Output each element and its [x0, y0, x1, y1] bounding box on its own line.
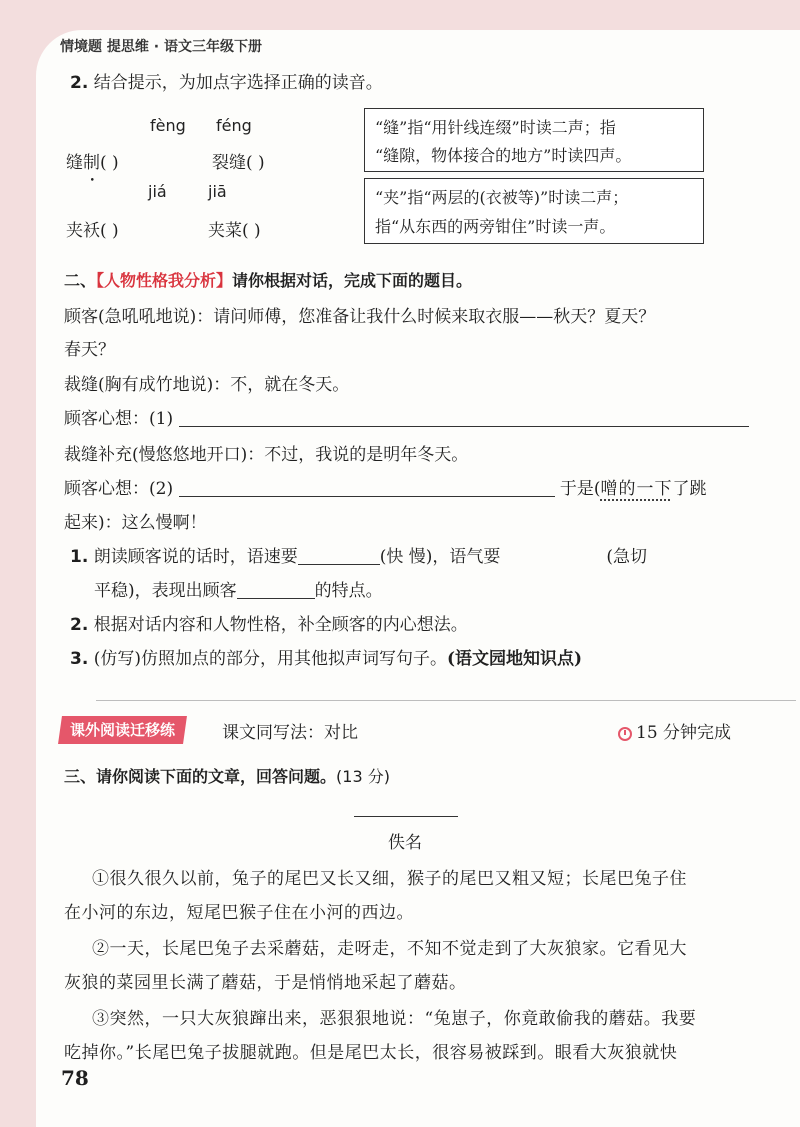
- clock-icon: [618, 727, 632, 741]
- reading-banner-subtitle: 课文同写法：对比: [222, 723, 358, 743]
- q2-prompt: 结合提示，为加点字选择正确的读音。: [93, 73, 383, 93]
- blank-trait[interactable]: [237, 580, 315, 599]
- sub1-text-e: 的特点。: [314, 581, 383, 601]
- section2-heading: [64, 268, 472, 291]
- dialog-line-4: 裁缝补充(慢悠悠地开口)：不过，我说的是明年冬天。: [64, 445, 469, 465]
- word-jiacai: 夹菜( ): [208, 221, 261, 241]
- dialog-line-5: [64, 474, 707, 499]
- hint-jia-line2: 指“从东西的两旁钳住”时读一声。: [375, 217, 616, 236]
- sub1-number: 1.: [70, 547, 89, 567]
- reading-time-text: 15 分钟完成: [636, 723, 732, 743]
- pinyin-feng4: fèng: [150, 116, 186, 135]
- answer-rule: [96, 700, 796, 701]
- sub3-number: 3.: [70, 649, 89, 669]
- dotted-onomatopoeia: 噌的一下: [600, 479, 673, 499]
- dialog-line-1a: 顾客(急吼吼地说)：请问师傅，您准备让我什么时候来取衣服——秋天？夏天？: [64, 307, 656, 327]
- para-1b: 在小河的东边，短尾巴猴子住在小河的西边。: [64, 903, 414, 923]
- hint-jia-line1: “夹”指“两层的(衣被等)”时读二声；: [375, 188, 629, 207]
- page-header: 情境题 提思维 · 语文三年级下册: [60, 39, 262, 55]
- blank-speed[interactable]: [298, 546, 380, 565]
- sub3-tag: (语文园地知识点): [446, 649, 583, 669]
- sub3-text: (仿写)仿照加点的部分，用其他拟声词写句子。: [93, 649, 447, 669]
- title-blank[interactable]: [354, 816, 458, 817]
- pinyin-feng2: féng: [216, 116, 252, 135]
- dotted-char: [66, 153, 119, 173]
- worksheet-page: [36, 30, 800, 1127]
- word-jiaao: 夹袄( ): [66, 221, 119, 241]
- pinyin-jia1: jiā: [208, 182, 227, 201]
- sub1-text-a: 朗读顾客说的话时，语速要: [93, 547, 298, 567]
- sub-question-1-cont: [94, 576, 383, 601]
- para-3b: 吃掉你。”长尾巴兔子拔腿就跑。但是尾巴太长，很容易被踩到。眼看大灰狼就快: [64, 1043, 678, 1063]
- section3-prefix: 三、: [64, 767, 97, 786]
- answer-blank-1[interactable]: [179, 408, 749, 427]
- para-2a: ②一天，长尾巴兔子去采蘑菇，走呀走，不知不觉走到了大灰狼家。它看见大: [92, 939, 687, 959]
- hint-feng-line1: “缝”指“用针线连缀”时读二声；指: [375, 118, 616, 137]
- section3-heading: [64, 764, 390, 787]
- word-liefeng: 裂缝( ): [212, 153, 265, 173]
- section3-score: (13 分): [336, 767, 390, 786]
- q2-number: 2.: [70, 73, 89, 93]
- sub2-number: 2.: [70, 615, 89, 635]
- section2-title: 请你根据对话，完成下面的题目。: [232, 271, 473, 290]
- hint-box-feng: [364, 108, 704, 172]
- sub1-text-d: 平稳)，表现出顾客: [94, 581, 237, 601]
- reading-time: [618, 718, 731, 743]
- page-number: 78: [61, 1066, 89, 1090]
- sub-question-2: [70, 610, 468, 635]
- section3-title: 请你阅读下面的文章，回答问题。: [96, 767, 337, 786]
- dialog-line-3-text: 顾客心想：(1): [64, 409, 174, 429]
- sub-question-3: [70, 644, 582, 669]
- dialog-line-6: 起来)：这么慢啊！: [64, 513, 207, 533]
- dialog-line-3: [64, 404, 749, 429]
- section2-prefix: 二、: [64, 271, 97, 290]
- dialog-line-5-tail: 了跳: [672, 479, 707, 499]
- hint-feng-line2: “缝隙，物体接合的地方”时读四声。: [375, 146, 632, 165]
- q2-line: [70, 68, 383, 93]
- section2-tag: 【人物性格我分析】: [96, 271, 233, 290]
- blank-tone[interactable]: [500, 546, 582, 565]
- reading-banner-label: [58, 716, 187, 744]
- dialog-line-2: 裁缝(胸有成竹地说)：不，就在冬天。: [64, 375, 350, 395]
- sub2-text: 根据对话内容和人物性格，补全顾客的内心想法。: [93, 615, 468, 635]
- dialog-line-5-text: 顾客心想：(2): [64, 479, 174, 499]
- reading-banner-label-text: 课外阅读迁移练: [70, 721, 176, 739]
- hint-box-jia: [364, 178, 704, 244]
- para-2b: 灰狼的菜园里长满了蘑菇，于是悄悄地采起了蘑菇。: [64, 973, 467, 993]
- dialog-line-5-end: 于是(: [559, 479, 601, 499]
- article-author: 佚名: [388, 833, 422, 853]
- sub1-text-c: (急切: [606, 547, 648, 567]
- sub-question-1: [70, 542, 647, 567]
- word-fengzhi: [66, 148, 119, 173]
- answer-blank-2[interactable]: [179, 478, 555, 497]
- para-3a: ③突然，一只大灰狼蹿出来，恶狠狠地说：“兔崽子，你竟敢偷我的蘑菇。我要: [92, 1009, 697, 1029]
- para-1a: ①很久很久以前，兔子的尾巴又长又细，猴子的尾巴又粗又短；长尾巴兔子住: [92, 869, 687, 889]
- word-fengzhi-text: 缝制( ): [66, 153, 119, 173]
- sub1-text-b: (快 慢)，语气要: [379, 547, 501, 567]
- pinyin-jia2: jiá: [148, 182, 167, 201]
- dialog-line-1b: 春天？: [64, 340, 115, 360]
